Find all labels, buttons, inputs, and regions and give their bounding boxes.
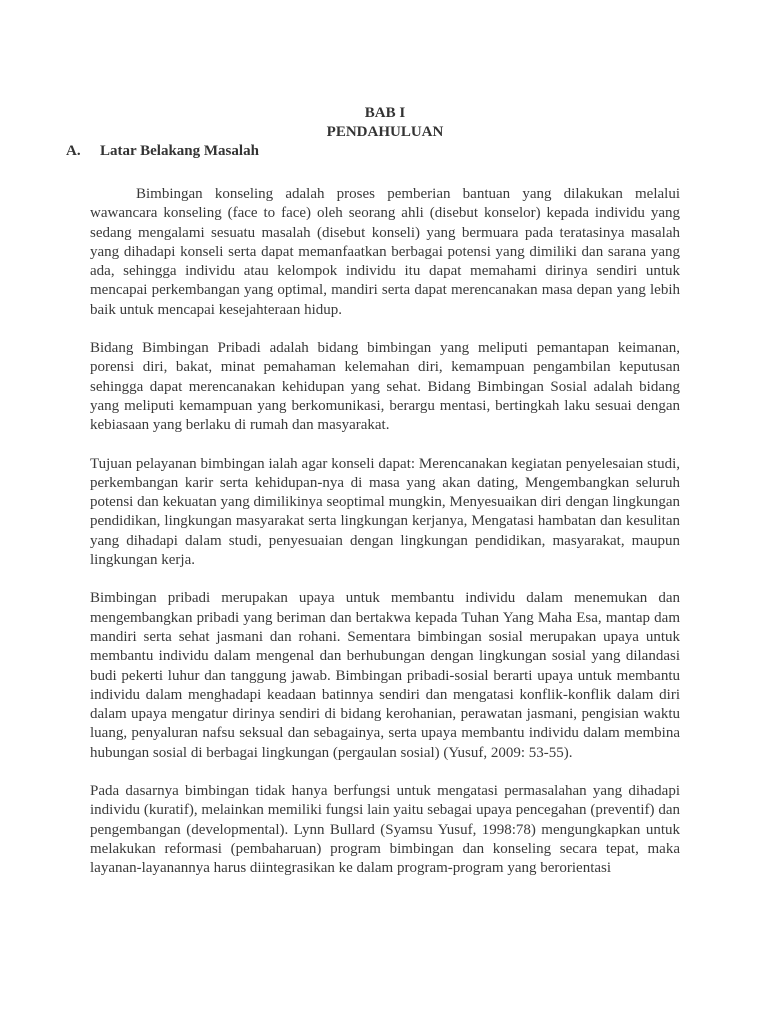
- paragraph-2: Bidang Bimbingan Pribadi adalah bidang bimbingan yang meliputi pemantapan keimanan, porensi diri, bakat, minat pemahaman kelemahan diri, kemampuan pengambilan keputusan sehingga dapat merencanakan kehidupan yang sehat. Bidang Bimbingan Sosial adalah bidang yang meliputi kemampuan yang berkomunikasi, berargu mentasi, bertingkah laku sesuai dengan kebiasaan yang berlaku di rumah dan masyarakat.: [90, 340, 680, 434]
- section-number: A.: [66, 143, 81, 159]
- chapter-number: BAB I: [364, 105, 406, 121]
- paragraph-5: Pada dasarnya bimbingan tidak hanya berfungsi untuk mengatasi permasalahan yang dihadapi individu (kuratif), melainkan memiliki fungsi lain yaitu sebagai upaya pencegahan (preventif) dan pengembangan (developmental). Lynn Bullard (Syamsu Yusuf, 1998:78) mengungkapkan untuk melakukan reformasi (pembaharuan) program bimbingan dan konseling secara tepat, maka layanan-layanannya harus diintegrasikan ke dalam program-program yang berorientasi: [90, 783, 680, 877]
- section-title: Latar Belakang Masalah: [100, 143, 259, 159]
- paragraph-3: Tujuan pelayanan bimbingan ialah agar konseli dapat: Merencanakan kegiatan penyelesaian studi, perkembangan karir serta kehidupan-nya di masa yang akan dating, Mengembangkan seluruh potensi dan kekuatan yang dimilikinya seoptimal mungkin, Menyesuaikan diri dengan lingkungan pendidikan, lingkungan masyarakat serta lingkungan kerjanya, Mengatasi hambatan dan kesulitan yang dihadapi dalam studi, penyesuaian dengan lingkungan pendidikan, masyarakat, maupun lingkungan kerja.: [90, 455, 680, 569]
- chapter-title: PENDAHULUAN: [326, 124, 444, 140]
- section-heading: [66, 142, 680, 161]
- paragraph-4: Bimbingan pribadi merupakan upaya untuk membantu individu dalam menemukan dan mengembangkan pribadi yang beriman dan bertakwa kepada Tuhan Yang Maha Esa, mantap dam mandiri serta sehat jasmani dan rohani. Sementara bimbingan sosial merupakan upaya untuk membantu individu dalam mengenal dan berhubungan dengan lingkungan sosial yang dilandasi budi pekerti luhur dan tanggung jawab. Bimbingan pribadi-sosial berarti upaya untuk membantu individu dalam menghadapi keadaan batinnya sendiri dan mengatasi konflik-konflik dalam diri dalam upaya mengatur dirinya sendiri di bidang kerohanian, perawatan jasmani, pengisian waktu luang, penyaluran nafsu seksual dan sebagainya, serta upaya membantu individu dalam membina hubungan sosial di berbagai lingkungan (pergaulan sosial) (Yusuf, 2009: 53-55).: [90, 590, 680, 761]
- paragraph-1: Bimbingan konseling adalah proses pemberian bantuan yang dilakukan melalui wawancara konseling (face to face) oleh seorang ahli (disebut konselor) kepada individu yang sedang mengalami sesuatu masalah (disebut konseli) yang bermuara pada teratasinya masalah yang dihadapi konseli serta dapat memanfaatkan berbagai potensi yang dimiliki dan sarana yang ada, sehingga individu atau kelompok individu itu dapat memahami dirinya sendiri untuk mencapai perkembangan yang optimal, mandiri serta dapat merencanakan masa depan yang lebih baik untuk mencapai kesejahteraan hidup.: [90, 186, 680, 318]
